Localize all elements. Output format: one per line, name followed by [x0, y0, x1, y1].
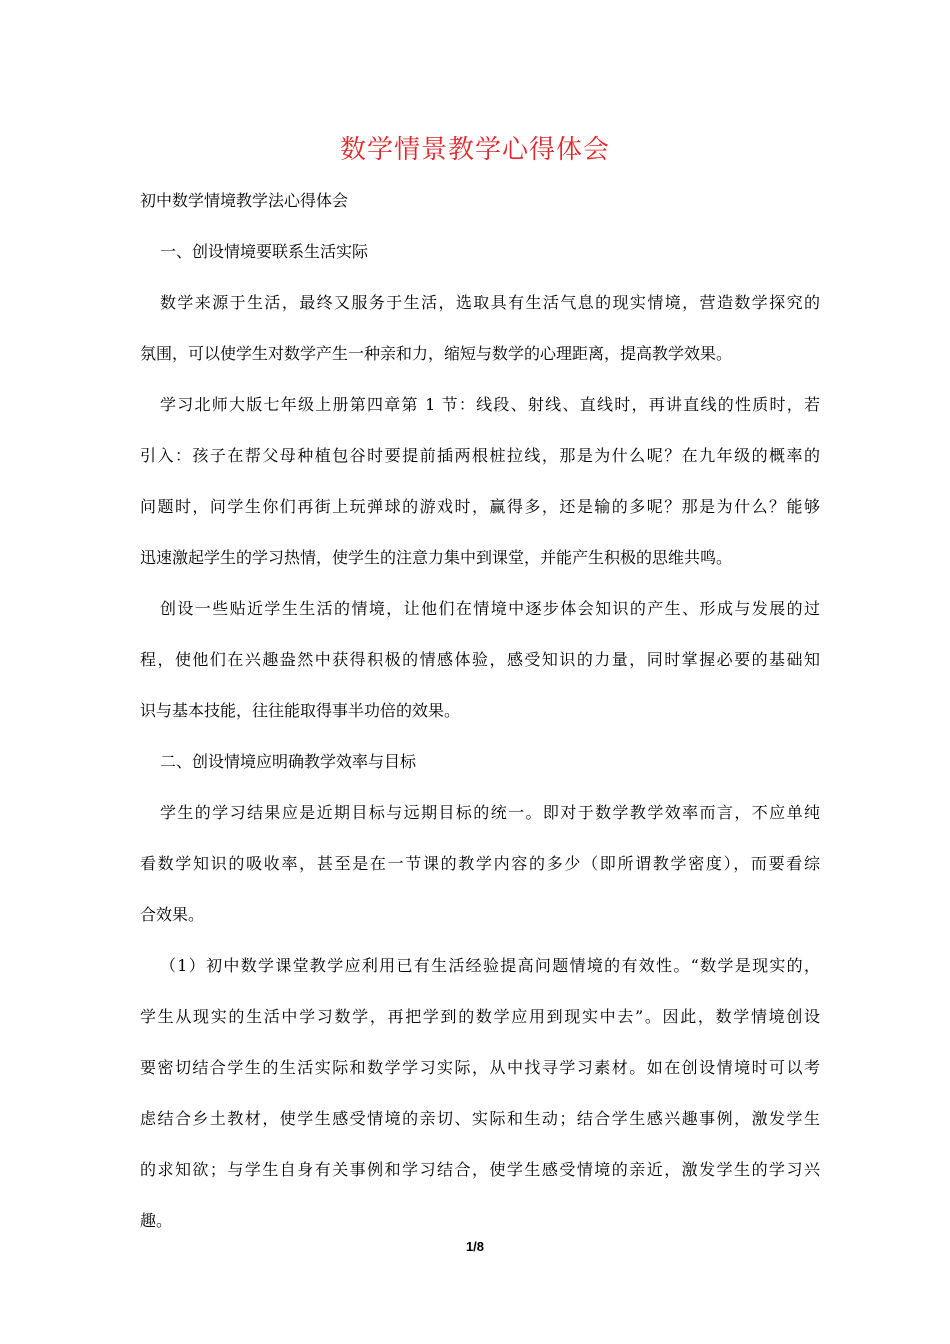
text-line: 二、创设情境应明确教学效率与目标 — [160, 752, 417, 771]
paragraph-3 — [140, 596, 820, 723]
subtitle-paragraph — [140, 188, 820, 213]
paragraph-2 — [140, 392, 820, 570]
text-line: （1）初中数学课堂教学应利用已有生活经验提高问题情境的有效性。“数学是现实的， — [160, 956, 820, 975]
text-line: 看数学知识的吸收率，甚至是在一节课的教学内容的多少（即所谓教学密度），而要看综 — [140, 854, 820, 873]
text-line: 趣。 — [140, 1211, 173, 1230]
paragraph-5 — [140, 800, 820, 927]
section-heading-1 — [140, 239, 820, 264]
section-heading-2 — [140, 749, 820, 774]
document-body — [140, 188, 820, 1259]
document-title: 数学情景教学心得体会 — [339, 135, 610, 165]
text-line: 识与基本技能，往往能取得事半功倍的效果。 — [140, 701, 461, 720]
text-line: 要密切结合学生的生活实际和数学学习实际，从中找寻学习素材。如在创设情境时可以考 — [140, 1058, 820, 1077]
subtitle: 初中数学情境教学法心得体会 — [140, 191, 349, 210]
text-line: 一、创设情境要联系生活实际 — [160, 242, 369, 261]
text-line: 学生的学习结果应是近期目标与远期目标的统一。即对于数学教学效率而言，不应单纯 — [160, 803, 820, 822]
text-line: 虑结合乡土教材，使学生感受情境的亲切、实际和生动；结合学生感兴趣事例，激发学生 — [140, 1109, 820, 1128]
text-line: 问题时，问学生你们再街上玩弹球的游戏时，赢得多，还是输的多呢？那是为什么？能够 — [140, 497, 820, 516]
text-line: 数学来源于生活，最终又服务于生活，选取具有生活气息的现实情境，营造数学探究的 — [160, 293, 820, 312]
text-line: 学生从现实的生活中学习数学，再把学到的数学应用到现实中去”。因此，数学情境创设 — [140, 1007, 820, 1026]
paragraph-6 — [140, 953, 820, 1233]
text-line: 迅速激起学生的学习热情，使学生的注意力集中到课堂，并能产生积极的思维共鸣。 — [140, 548, 733, 567]
text-line: 合效果。 — [140, 905, 205, 924]
text-line: 氛围，可以使学生对数学产生一种亲和力，缩短与数学的心理距离，提高教学效果。 — [140, 344, 733, 363]
text-line: 创设一些贴近学生生活的情境，让他们在情境中逐步体会知识的产生、形成与发展的过 — [160, 599, 820, 618]
text-line: 引入：孩子在帮父母种植包谷时要提前插两根桩拉线，那是为什么呢？在九年级的概率的 — [140, 446, 820, 465]
page-number: 1/8 — [465, 1239, 485, 1254]
text-line: 程，使他们在兴趣盎然中获得积极的情感体验，感受知识的力量，同时掌握必要的基础知 — [140, 650, 820, 669]
paragraph-1 — [140, 290, 820, 366]
text-line: 学习北师大版七年级上册第四章第 1 节：线段、射线、直线时，再讲直线的性质时，若 — [160, 395, 820, 414]
text-line: 的求知欲；与学生自身有关事例和学习结合，使学生感受情境的亲近，激发学生的学习兴 — [140, 1160, 820, 1179]
